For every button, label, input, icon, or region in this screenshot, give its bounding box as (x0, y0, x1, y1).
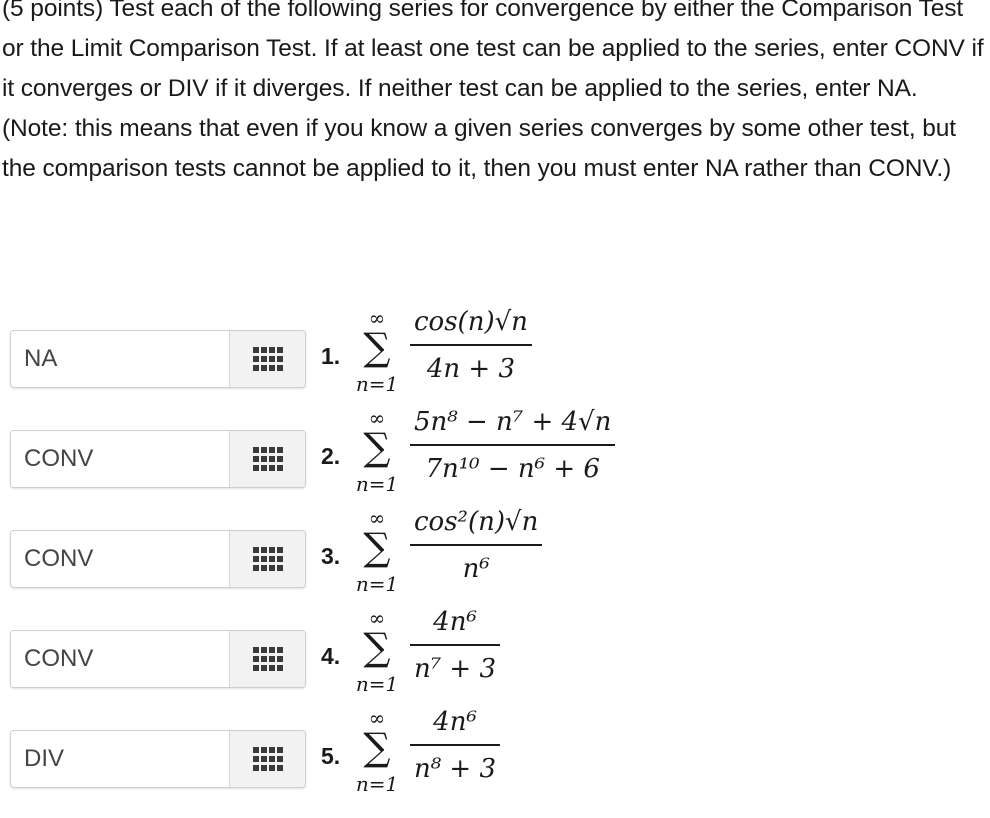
sigma-symbol: ∑ (363, 525, 391, 569)
answer-group-2 (10, 430, 306, 488)
answer-input-3[interactable] (11, 531, 229, 587)
answer-input-5[interactable] (11, 731, 229, 787)
numerator-1: cos(n)√n (414, 307, 528, 337)
upper-limit-1: ∞ (368, 306, 386, 330)
answer-input-1[interactable] (11, 331, 229, 387)
summation-3 (352, 508, 402, 608)
sigma-symbol: ∑ (363, 625, 391, 669)
series-fraction-3 (410, 500, 542, 592)
numerator-5: 4n⁶ (433, 707, 477, 737)
equation-palette-button-4[interactable] (229, 631, 305, 687)
upper-limit-3: ∞ (368, 506, 386, 530)
denominator-4: n⁷ + 3 (414, 653, 497, 684)
answer-group-5 (10, 730, 306, 788)
series-number-3: 3. (321, 543, 341, 569)
upper-limit-4: ∞ (368, 606, 386, 630)
grid-icon (253, 447, 283, 471)
equation-palette-button-2[interactable] (229, 431, 305, 487)
grid-icon (253, 347, 283, 371)
answer-input-4[interactable] (11, 631, 229, 687)
sigma-symbol: ∑ (363, 725, 391, 769)
grid-icon (253, 747, 283, 771)
equation-palette-button-3[interactable] (229, 531, 305, 587)
upper-limit-2: ∞ (368, 406, 386, 430)
answer-group-4 (10, 630, 306, 688)
series-row-1 (10, 306, 980, 396)
denominator-2: 7n¹⁰ − n⁶ + 6 (425, 453, 600, 484)
denominator-5: n⁸ + 3 (414, 753, 497, 784)
series-row-5 (10, 706, 980, 796)
sigma-symbol: ∑ (363, 325, 391, 369)
summation-4 (352, 608, 402, 708)
answer-group-1 (10, 330, 306, 388)
series-number-1: 1. (321, 343, 341, 369)
series-row-2 (10, 406, 980, 496)
lower-limit-3: n=1 (355, 572, 399, 596)
lower-limit-2: n=1 (355, 472, 399, 496)
upper-limit-5: ∞ (368, 706, 386, 730)
series-number-2: 2. (321, 443, 341, 469)
summation-2 (352, 408, 402, 508)
lower-limit-4: n=1 (355, 672, 399, 696)
numerator-2: 5n⁸ − n⁷ + 4√n (414, 407, 612, 437)
series-number-5: 5. (321, 743, 341, 769)
grid-icon (253, 647, 283, 671)
denominator-3: n⁶ (462, 553, 490, 584)
grid-icon (253, 547, 283, 571)
series-row-3 (10, 506, 980, 596)
series-fraction-2 (410, 400, 615, 492)
equation-palette-button-1[interactable] (229, 331, 305, 387)
series-number-4: 4. (321, 643, 341, 669)
series-fraction-4 (410, 600, 500, 692)
summation-5 (352, 708, 402, 808)
numerator-3: cos²(n)√n (414, 507, 539, 537)
question-instructions: (5 points) Test each of the following series for convergence by either the Comparison Test or the Limit Comparison Test. If at least one test can be applied to the series, enter CONV if it converges or DIV if it diverges. If neither test can be applied to the series, enter NA. (Note: this means that even if you know a given series converges by some other test, but the comparison tests cannot be applied to it, then you must enter NA rather than CONV.) (2, 0, 984, 182)
series-row-4 (10, 606, 980, 696)
sigma-symbol: ∑ (363, 425, 391, 469)
summation-1 (352, 308, 402, 408)
answer-input-2[interactable] (11, 431, 229, 487)
series-fraction-1 (410, 300, 532, 392)
answer-group-3 (10, 530, 306, 588)
denominator-1: 4n + 3 (426, 353, 516, 384)
numerator-4: 4n⁶ (433, 607, 477, 637)
lower-limit-5: n=1 (355, 772, 399, 796)
equation-palette-button-5[interactable] (229, 731, 305, 787)
lower-limit-1: n=1 (355, 372, 399, 396)
series-fraction-5 (410, 700, 500, 792)
